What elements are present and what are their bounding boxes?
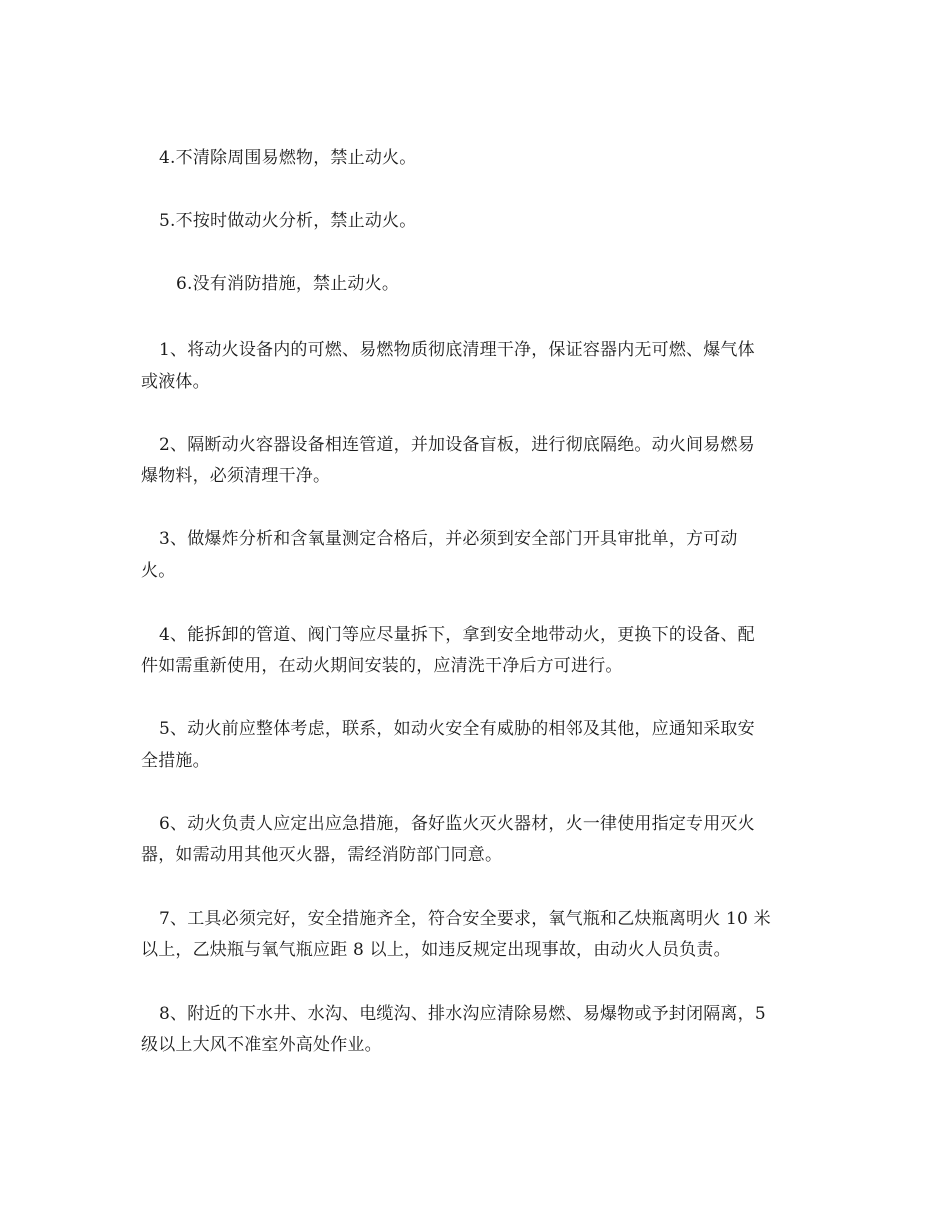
paragraph-8-line-2: 级以上大风不准室外高处作业。 bbox=[141, 1035, 382, 1055]
paragraph-3-line-1: 3、做爆炸分析和含氧量测定合格后，并必须到安全部门开具审批单，方可动 bbox=[159, 529, 738, 549]
paragraph-1-line-1: 1、将动火设备内的可燃、易燃物质彻底清理干净，保证容器内无可燃、爆气体 bbox=[159, 340, 755, 360]
short-item-5: 5.不按时做动火分析，禁止动火。 bbox=[159, 211, 417, 231]
paragraph-1-line-2: 或液体。 bbox=[141, 372, 210, 392]
paragraph-6-line-2: 器，如需动用其他灭火器，需经消防部门同意。 bbox=[141, 845, 503, 865]
paragraph-8-line-1: 8、附近的下水井、水沟、电缆沟、排水沟应清除易燃、易爆物或予封闭隔离，5 bbox=[159, 1004, 766, 1024]
paragraph-4-line-1: 4、能拆卸的管道、阀门等应尽量拆下，拿到安全地带动火，更换下的设备、配 bbox=[159, 625, 755, 645]
paragraph-4-line-2: 件如需重新使用，在动火期间安装的，应清洗干净后方可进行。 bbox=[141, 656, 623, 676]
paragraph-2-line-1: 2、隔断动火容器设备相连管道，并加设备盲板，进行彻底隔绝。动火间易燃易 bbox=[159, 435, 755, 455]
paragraph-5-line-2: 全措施。 bbox=[141, 751, 210, 771]
paragraph-5-line-1: 5、动火前应整体考虑，联系，如动火安全有威胁的相邻及其他，应通知采取安 bbox=[159, 719, 755, 739]
paragraph-3-line-2: 火。 bbox=[141, 561, 176, 581]
paragraph-2-line-2: 爆物料，必须清理干净。 bbox=[141, 466, 331, 486]
paragraph-6-line-1: 6、动火负责人应定出应急措施，备好监火灭火器材，火一律使用指定专用灭火 bbox=[159, 814, 755, 834]
short-item-4: 4.不清除周围易燃物，禁止动火。 bbox=[159, 148, 417, 168]
short-item-6: 6.没有消防措施，禁止动火。 bbox=[176, 274, 400, 294]
paragraph-7-line-1: 7、工具必须完好，安全措施齐全，符合安全要求，氧气瓶和乙炔瓶离明火 10 米 bbox=[159, 909, 771, 929]
paragraph-7-line-2: 以上，乙炔瓶与氧气瓶应距 8 以上，如违反规定出现事故，由动火人员负责。 bbox=[141, 940, 731, 960]
